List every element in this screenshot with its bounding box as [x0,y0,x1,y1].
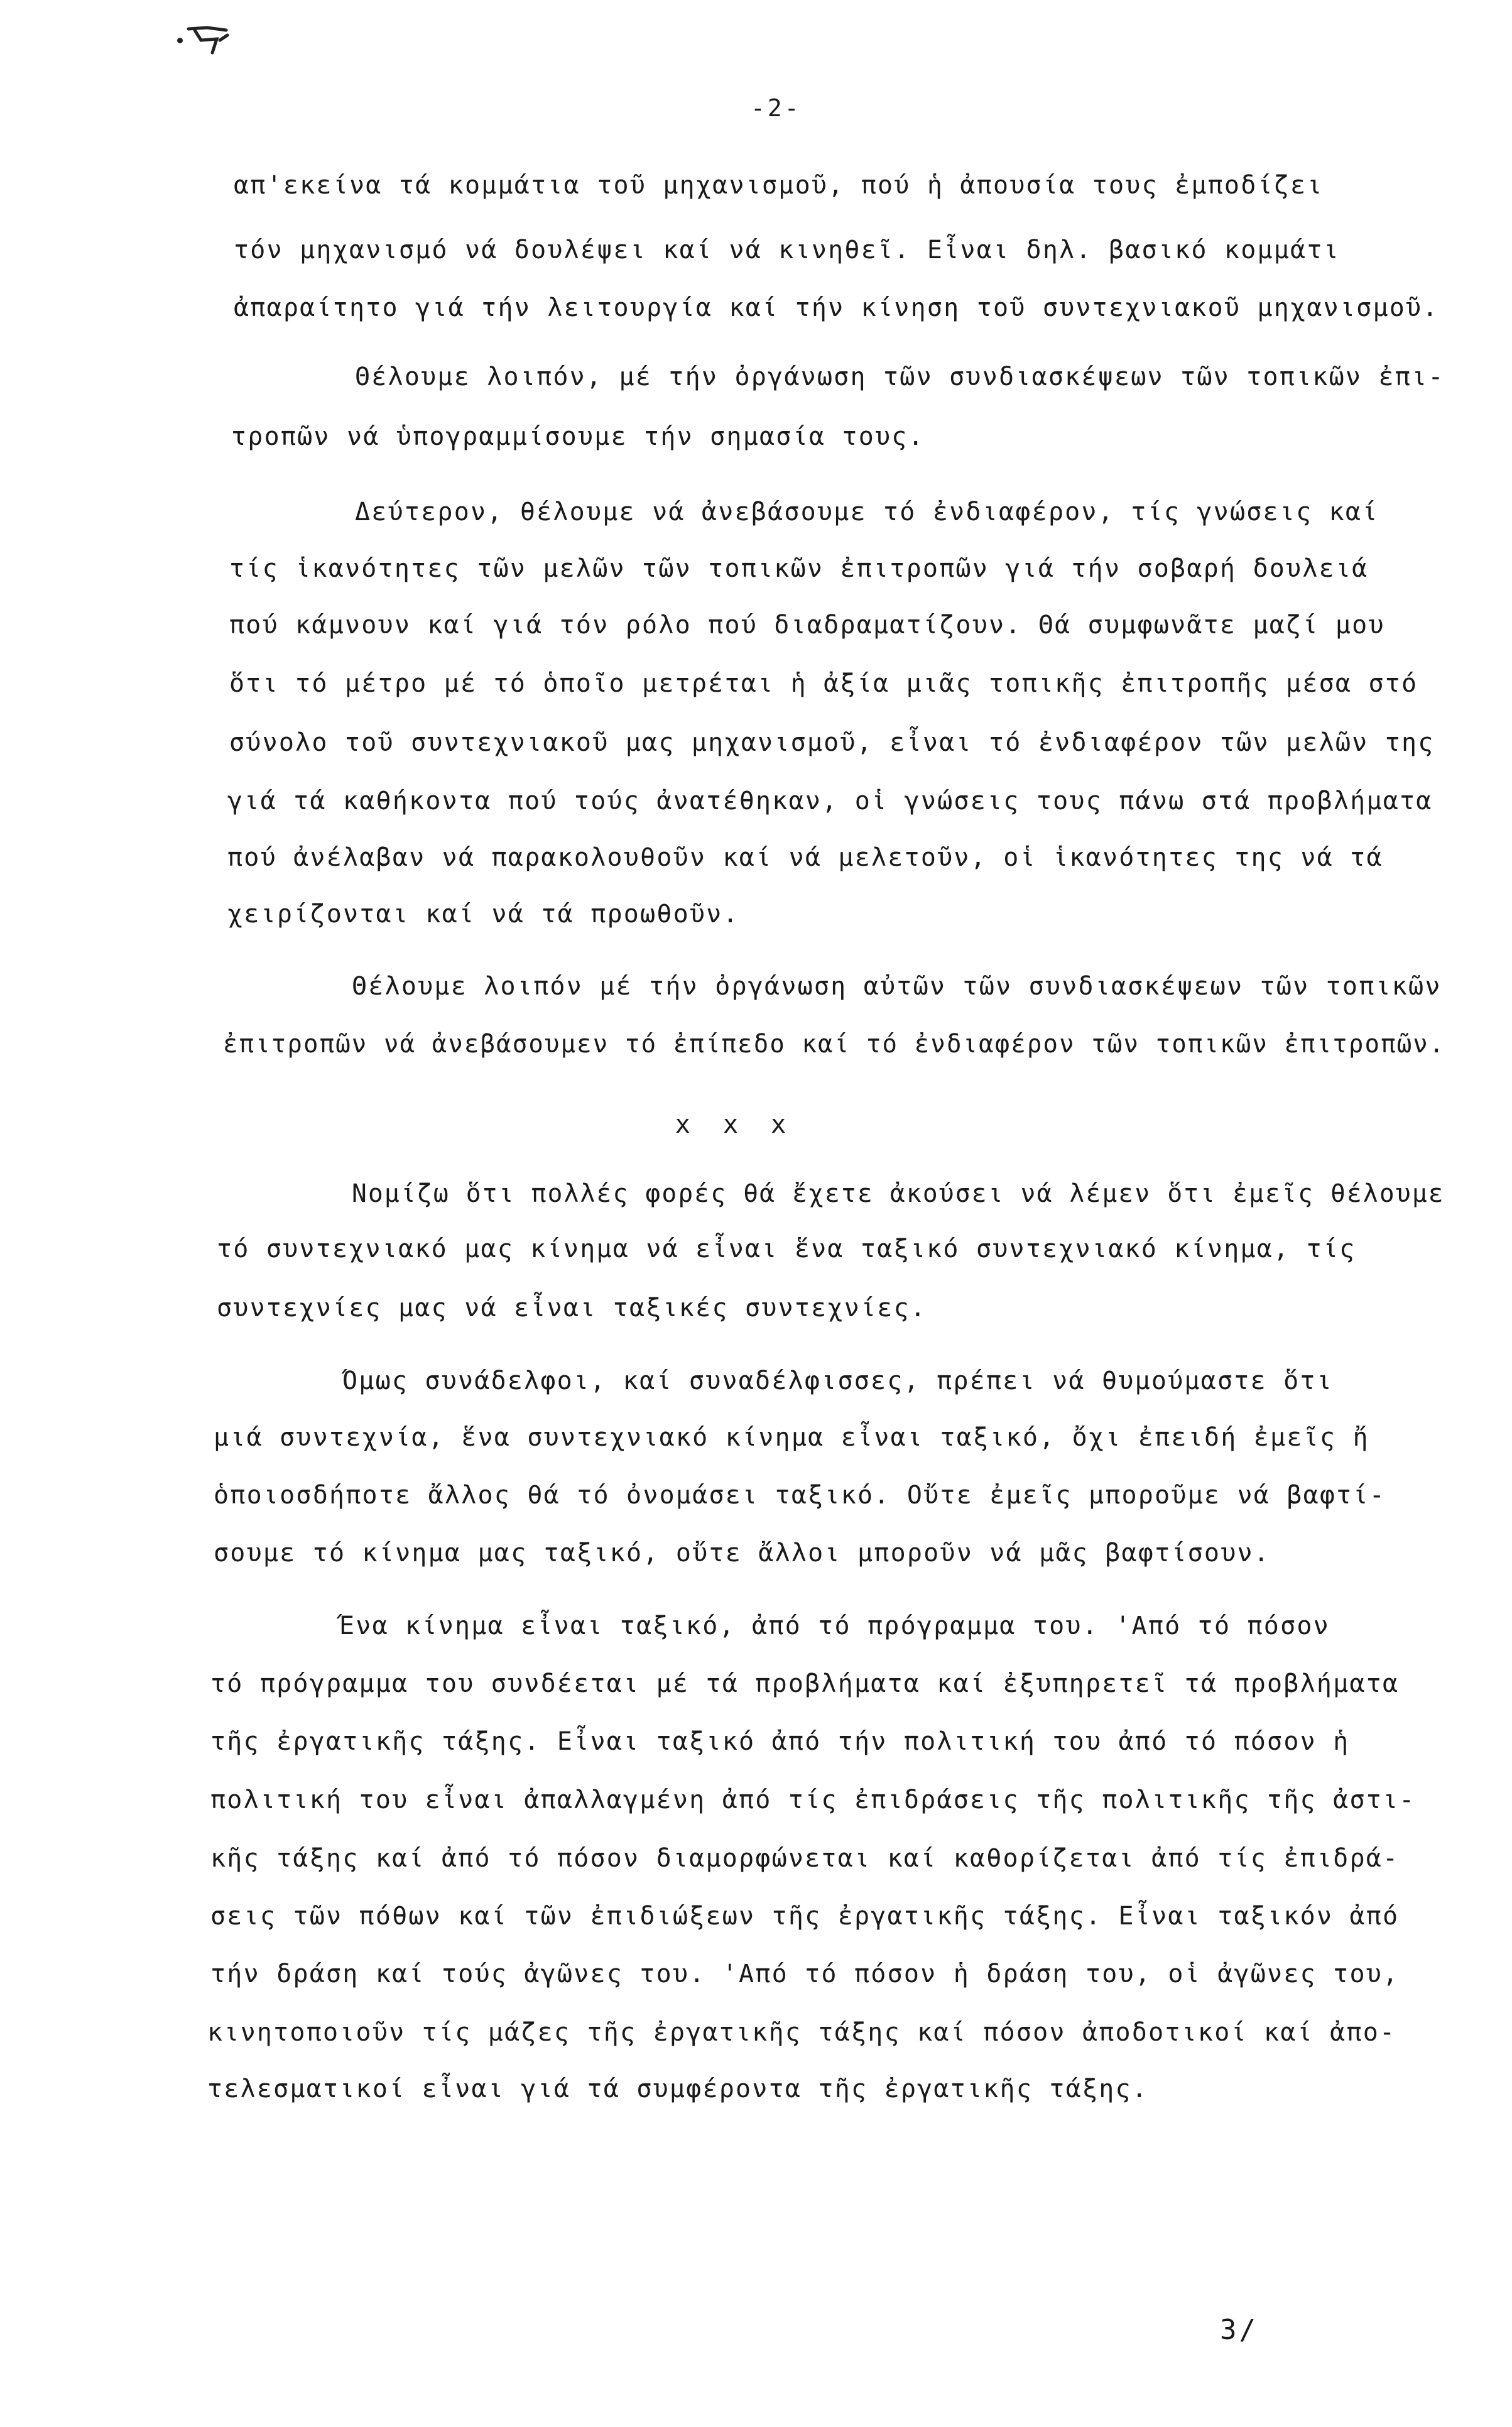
text-line: ὅτι τό μέτρο μέ τό ὁποῖο μετρέται ἡ ἀξία μιᾶς τοπικῆς ἐπιτροπῆς μέσα στό [229,669,1418,698]
page-number: -2- [751,94,802,122]
text-line: τελεσματικοί εἶναι γιά τά συμφέροντα τῆς ἐργατικῆς τάξης. [207,2075,1149,2103]
text-line: σύνολο τοῦ συντεχνιακοῦ μας μηχανισμοῦ, εἶναι τό ἐνδιαφέρον τῶν μελῶν της [229,728,1435,757]
text-line: τόν μηχανισμό νά δουλέψει καί νά κινηθεῖ. Εἶναι δηλ. βασικό κομμάτι [234,236,1340,265]
text-line: πού ἀνέλαβαν νά παρακολουθοῦν καί νά μελετοῦν, οἱ ἱκανότητες της νά τά [227,843,1383,872]
text-line: μιά συντεχνία, ἕνα συντεχνιακό κίνημα εἶναι ταξικό, ὄχι ἐπειδή ἐμεῖς ἤ [214,1423,1369,1452]
text-line: σουμε τό κίνημα μας ταξικό, οὔτε ἄλλοι μποροῦν νά μᾶς βαφτίσουν. [214,1539,1271,1568]
text-line: τῆς ἐργατικῆς τάξης. Εἶναι ταξικό ἀπό τήν πολιτική του ἀπό τό πόσον ἡ [210,1727,1350,1756]
continuation-marker: 3/ [1220,2314,1258,2346]
text-line: ὁποιοσδήποτε ἄλλος θά τό ὀνομάσει ταξικό. Οὔτε ἐμεῖς μποροῦμε νά βαφτί- [214,1481,1386,1510]
text-line: σεις τῶν πόθων καί τῶν ἐπιδιώξεων τῆς ἐργατικῆς τάξης. Εἶναι ταξικόν ἀπό [210,1902,1400,1931]
text-line: τό συντεχνιακό μας κίνημα νά εἶναι ἕνα ταξικό συντεχνιακό κίνημα, τίς [217,1235,1356,1263]
text-line: απ'εκείνα τά κομμάτια τοῦ μηχανισμοῦ, πού ἡ ἀπουσία τους ἐμποδίζει [234,171,1324,200]
text-line: Ένα κίνημα εἶναι ταξικό, ἀπό τό πρόγραμμα του. 'Από τό πόσον [339,1612,1330,1640]
text-line: Νομίζω ὅτι πολλές φορές θά ἔχετε ἀκούσει νά λέμεν ὅτι ἐμεῖς θέλουμε [352,1179,1445,1208]
text-line: Θέλουμε λοιπόν μέ τήν ὀργάνωση αὐτῶν τῶν συνδιασκέψεων τῶν τοπικῶν [352,972,1442,1001]
text-line: πού κάμνουν καί γιά τόν ρόλο πού διαδραματίζουν. Θά συμφωνᾶτε μαζί μου [229,611,1385,640]
text-line: Θέλουμε λοιπόν, μέ τήν ὀργάνωση τῶν συνδιασκέψεων τῶν τοπικῶν ἐπι- [355,363,1445,391]
text-line: τήν δράση καί τούς ἀγῶνες του. 'Από τό πόσον ἡ δράση του, οἱ ἀγῶνες του, [210,1960,1400,1988]
text-line: χειρίζονται καί νά τά προωθοῦν. [227,900,739,929]
text-line: ἀπαραίτητο γιά τήν λειτουργία καί τήν κίνηση τοῦ συντεχνιακοῦ μηχανισμοῦ. [234,293,1439,322]
text-line: πολιτική του εἶναι ἀπαλλαγμένη ἀπό τίς ἐπιδράσεις τῆς πολιτικῆς τῆς ἀστι- [210,1786,1416,1814]
text-line: κινητοποιοῦν τίς μάζες τῆς ἐργατικῆς τάξης καί πόσον ἀποδοτικοί καί ἀπο- [207,2018,1396,2047]
text-line: συντεχνίες μας νά εἶναι ταξικές συντεχνίες. [217,1294,927,1323]
text-line: Δεύτερον, θέλουμε νά ἀνεβάσουμε τό ἐνδιαφέρον, τίς γνώσεις καί [355,498,1379,526]
text-line: τό πρόγραμμα του συνδέεται μέ τά προβλήματα καί ἐξυπηρετεῖ τά προβλήματα [210,1669,1400,1698]
section-separator: x x x [675,1110,795,1139]
stray-dot [177,38,183,43]
text-line: τίς ἱκανότητες τῶν μελῶν τῶν τοπικῶν ἐπιτροπῶν γιά τήν σοβαρή δουλειά [229,554,1369,583]
text-line: γιά τά καθήκοντα πού τούς ἀνατέθηκαν, οἱ γνώσεις τους πάνω στά προβλήματα [227,787,1433,815]
handwritten-mark-icon [182,21,239,59]
text-line: ἐπιτροπῶν νά ἀνεβάσουμεν τό ἐπίπεδο καί τό ἐνδιαφέρον τῶν τοπικῶν ἐπιτροπῶν. [223,1030,1445,1059]
text-line: Όμως συνάδελφοι, καί συναδέλφισσες, πρέπει νά θυμούμαστε ὅτι [342,1366,1333,1395]
text-line: τροπῶν νά ὑπογραμμίσουμε τήν σημασία τους. [231,422,925,451]
text-line: κῆς τάξης καί ἀπό τό πόσον διαμορφώνεται καί καθορίζεται ἀπό τίς ἐπιδρά- [210,1844,1400,1873]
